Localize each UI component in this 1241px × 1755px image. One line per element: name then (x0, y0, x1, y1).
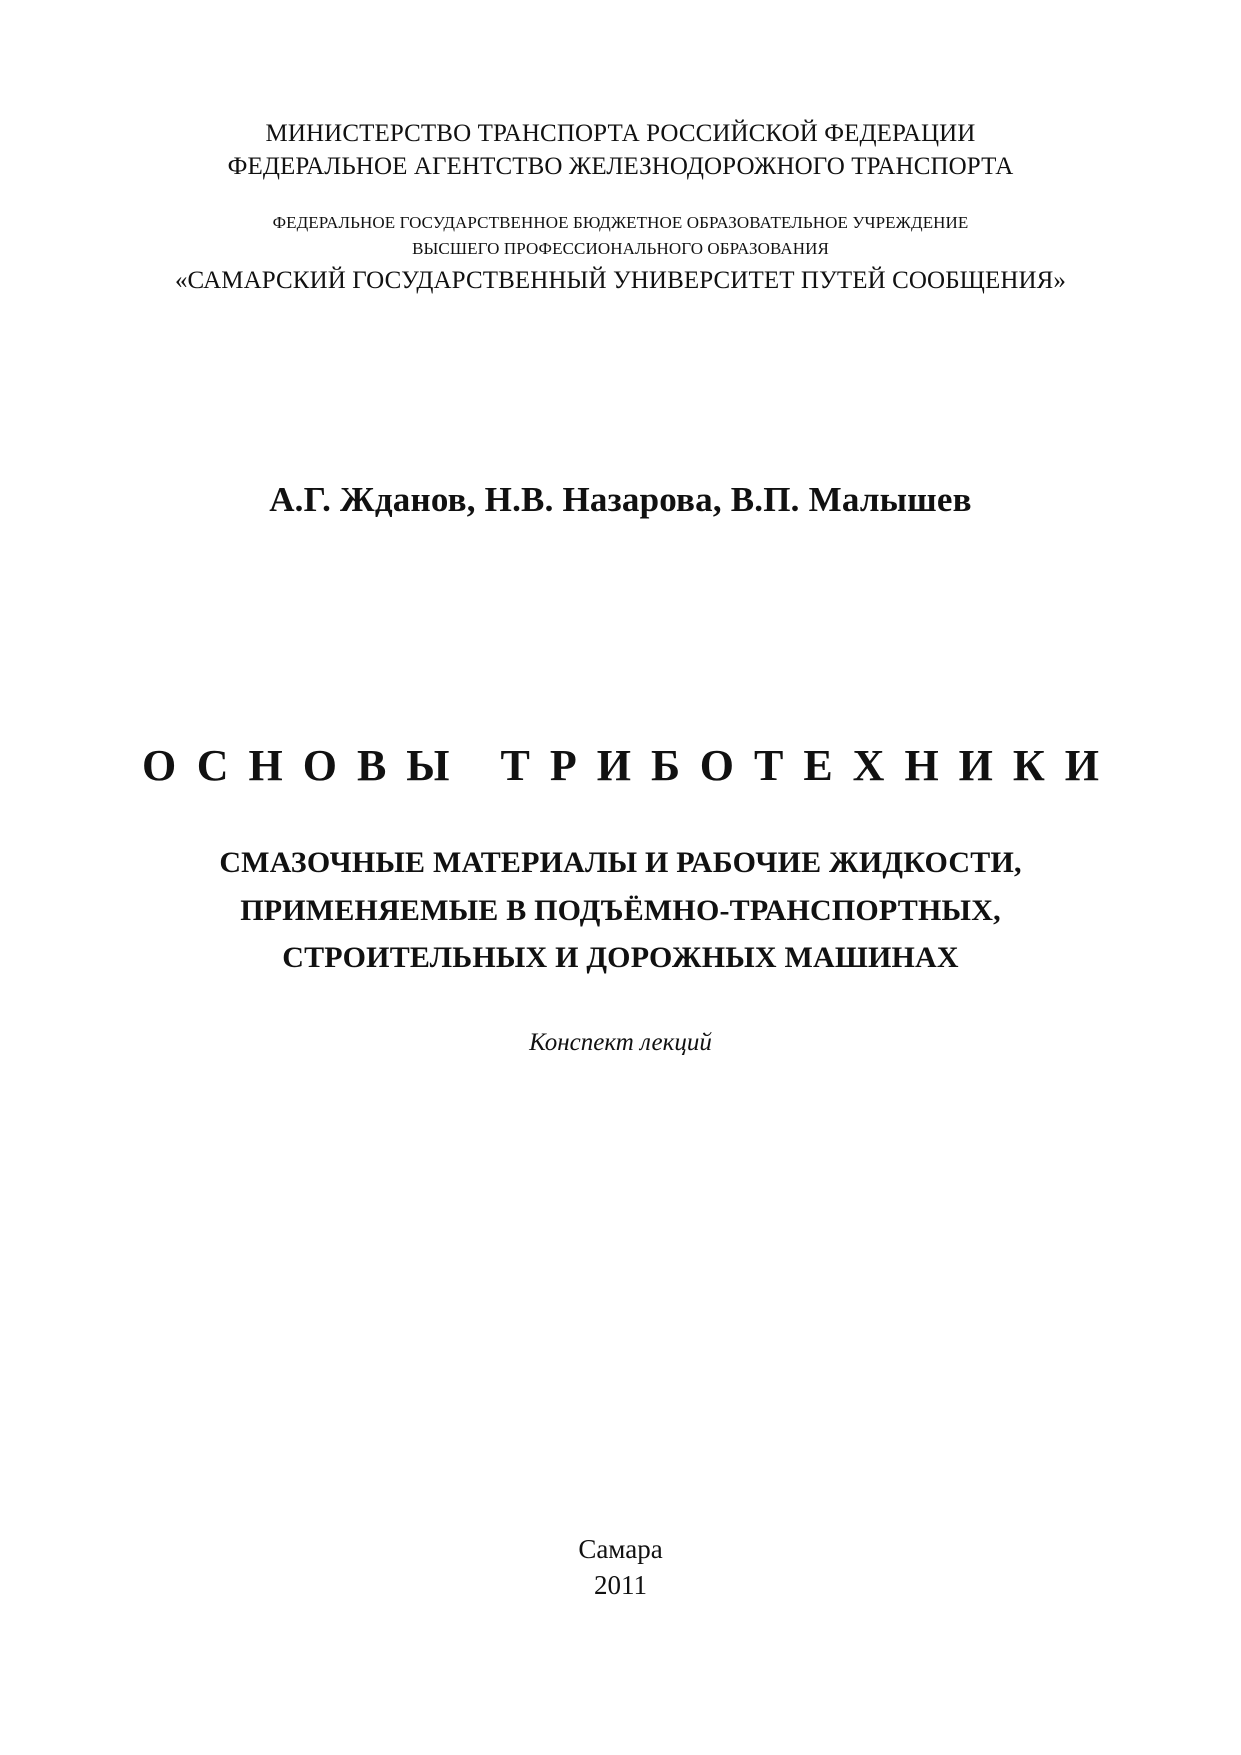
subtitle-line-2: ПРИМЕНЯЕМЫЕ В ПОДЪЁМНО-ТРАНСПОРТНЫХ, (240, 894, 1001, 927)
authors: А.Г. Жданов, Н.В. Назарова, В.П. Малышев (269, 480, 972, 519)
publication-genre: Конспект лекций (529, 1029, 712, 1056)
subtitle-line-3: СТРОИТЕЛЬНЫХ И ДОРОЖНЫХ МАШИНАХ (282, 941, 959, 974)
institution-type-line-1: ФЕДЕРАЛЬНОЕ ГОСУДАРСТВЕННОЕ БЮДЖЕТНОЕ ОБРАЗОВАТЕЛЬНОЕ УЧРЕЖДЕНИЕ (272, 213, 969, 232)
institution-type-line-2: ВЫСШЕГО ПРОФЕССИОНАЛЬНОГО ОБРАЗОВАНИЯ (412, 239, 829, 258)
university-name: «САМАРСКИЙ ГОСУДАРСТВЕННЫЙ УНИВЕРСИТЕТ ПУТЕЙ СООБЩЕНИЯ» (174, 267, 1067, 294)
ministry-line-2: ФЕДЕРАЛЬНОЕ АГЕНТСТВО ЖЕЛЕЗНОДОРОЖНОГО ТРАНСПОРТА (227, 153, 1014, 180)
book-title: ОСНОВЫ ТРИБОТЕХНИКИ (141, 741, 1120, 790)
publication-year: 2011 (594, 1570, 647, 1600)
publication-place: Самара (578, 1534, 663, 1564)
subtitle-line-1: СМАЗОЧНЫЕ МАТЕРИАЛЫ И РАБОЧИЕ ЖИДКОСТИ, (219, 846, 1022, 879)
ministry-line-1: МИНИСТЕРСТВО ТРАНСПОРТА РОССИЙСКОЙ ФЕДЕРАЦИИ (265, 120, 976, 147)
